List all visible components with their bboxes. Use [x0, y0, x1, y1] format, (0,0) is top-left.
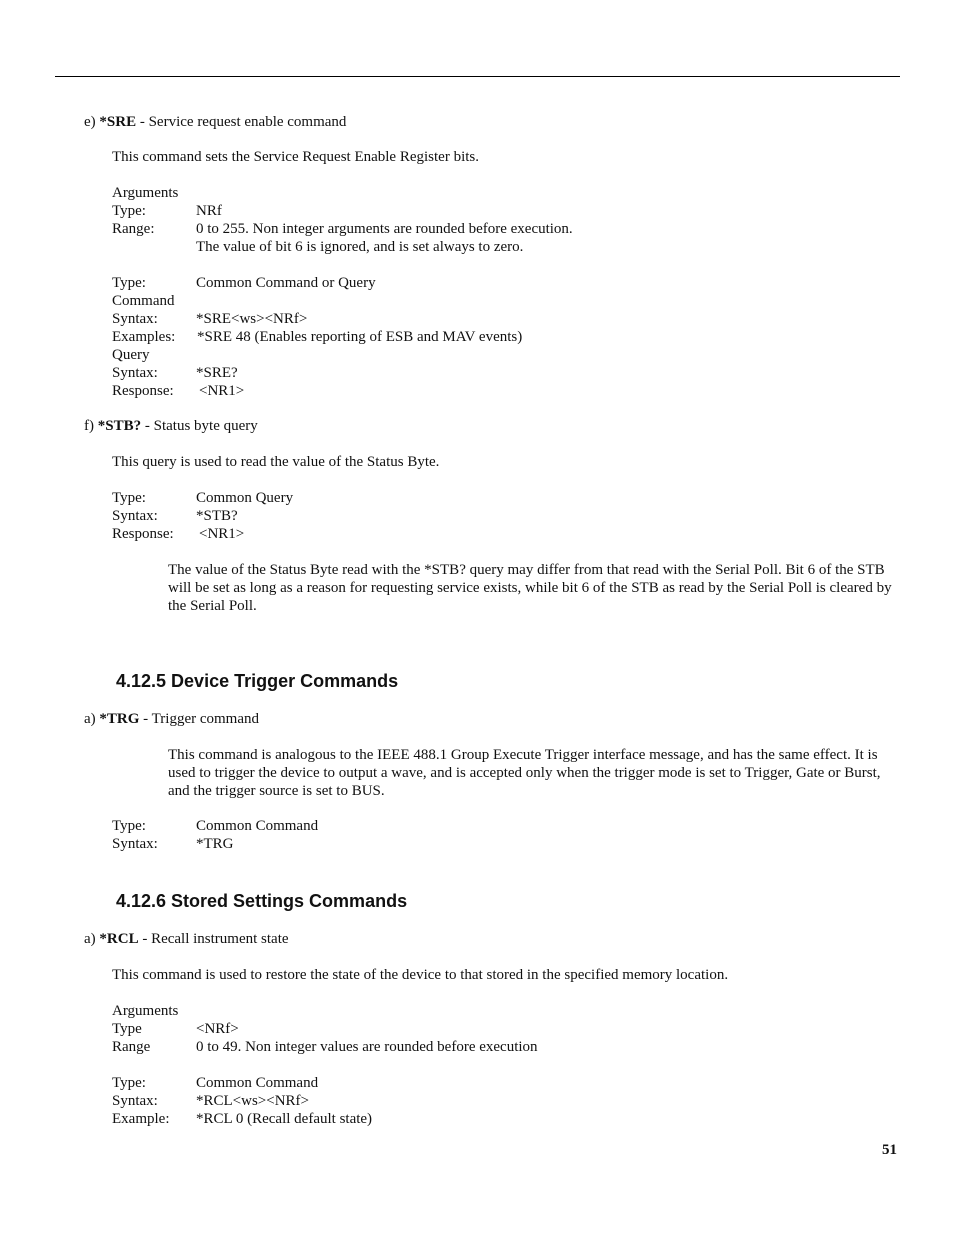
stb-command-name: *STB? [97, 418, 142, 434]
sre-range-value-2: The value of bit 6 is ignored, and is set always to zero. [196, 239, 524, 255]
sre-examples-label: Examples: [112, 329, 176, 345]
sre-range-value-1: 0 to 255. Non integer arguments are rounded before execution. [196, 221, 573, 237]
sre-cmd-type-value: Common Command or Query [196, 275, 376, 291]
stb-type-value: Common Query [196, 490, 294, 506]
rcl-cmd-type-value: Common Command [196, 1075, 319, 1091]
rcl-type-value: <NRf> [196, 1021, 239, 1037]
stb-response-value: <NR1> [199, 526, 245, 542]
stb-note: The value of the Status Byte read with the *STB? query may differ from that read with the Serial Poll. Bit 6 of the STB will be set as long as a reason for requesting service exists, while bit 6 of the STB as read by the Serial Poll is cleared by the Serial Poll. [168, 562, 892, 614]
sre-query-label: Query [112, 347, 150, 363]
trg-type-value: Common Command [196, 818, 319, 834]
rcl-example-value: *RCL 0 (Recall default state) [196, 1111, 373, 1127]
trg-command-name: *TRG [99, 711, 140, 727]
trg-syntax-value: *TRG [196, 836, 234, 852]
sre-query-syntax-value: *SRE? [196, 365, 238, 381]
sre-response-value: <NR1> [199, 383, 245, 399]
section-4-12-5-title: 4.12.5 Device Trigger Commands [116, 671, 399, 691]
rcl-description: This command is used to restore the state of the device to that stored in the specified memory location. [112, 967, 729, 983]
trg-heading: a) *TRG - Trigger command [84, 711, 259, 727]
sre-response-label: Response: [112, 383, 174, 399]
stb-syntax-label: Syntax: [112, 508, 158, 524]
page-number: 51 [882, 1142, 897, 1158]
sre-type-label: Type: [112, 203, 146, 219]
sre-syntax-label: Syntax: [112, 311, 158, 327]
stb-type-label: Type: [112, 490, 146, 506]
trg-syntax-label: Syntax: [112, 836, 158, 852]
rcl-heading: a) *RCL - Recall instrument state [84, 931, 289, 947]
sre-cmd-type-label: Type: [112, 275, 146, 291]
section-4-12-6-title: 4.12.6 Stored Settings Commands [116, 891, 408, 911]
stb-description: This query is used to read the value of the Status Byte. [112, 454, 440, 470]
sre-query-syntax-label: Syntax: [112, 365, 158, 381]
rcl-command-name: *RCL [99, 931, 139, 947]
sre-description: This command sets the Service Request Enable Register bits. [112, 149, 480, 165]
sre-command-name: *SRE [99, 114, 137, 130]
trg-type-label: Type: [112, 818, 146, 834]
rcl-example-label: Example: [112, 1111, 170, 1127]
sre-arguments-label: Arguments [112, 185, 179, 201]
rcl-range-value: 0 to 49. Non integer values are rounded before execution [196, 1039, 538, 1055]
rcl-range-label: Range [112, 1039, 151, 1055]
stb-heading: f) *STB? - Status byte query [84, 418, 258, 434]
sre-range-label: Range: [112, 221, 155, 237]
rcl-syntax-value: *RCL<ws><NRf> [196, 1093, 310, 1109]
sre-syntax-value: *SRE<ws><NRf> [196, 311, 308, 327]
rcl-syntax-label: Syntax: [112, 1093, 158, 1109]
header-rule [55, 76, 900, 77]
stb-syntax-value: *STB? [196, 508, 238, 524]
rcl-arguments-label: Arguments [112, 1003, 179, 1019]
sre-heading: e) *SRE - Service request enable command [84, 114, 347, 130]
trg-description: This command is analogous to the IEEE 488.1 Group Execute Trigger interface message, and has the same effect. It is used to trigger the device to output a wave, and is accepted only when the trigger mode is set to Trigger, Gate or Burst, and the trigger source is set to BUS. [168, 747, 881, 799]
rcl-type-label: Type [112, 1021, 142, 1037]
sre-examples-value: *SRE 48 (Enables reporting of ESB and MAV events) [197, 329, 523, 345]
stb-response-label: Response: [112, 526, 174, 542]
rcl-cmd-type-label: Type: [112, 1075, 146, 1091]
sre-type-value: NRf [196, 203, 222, 219]
sre-command-label: Command [112, 293, 175, 309]
